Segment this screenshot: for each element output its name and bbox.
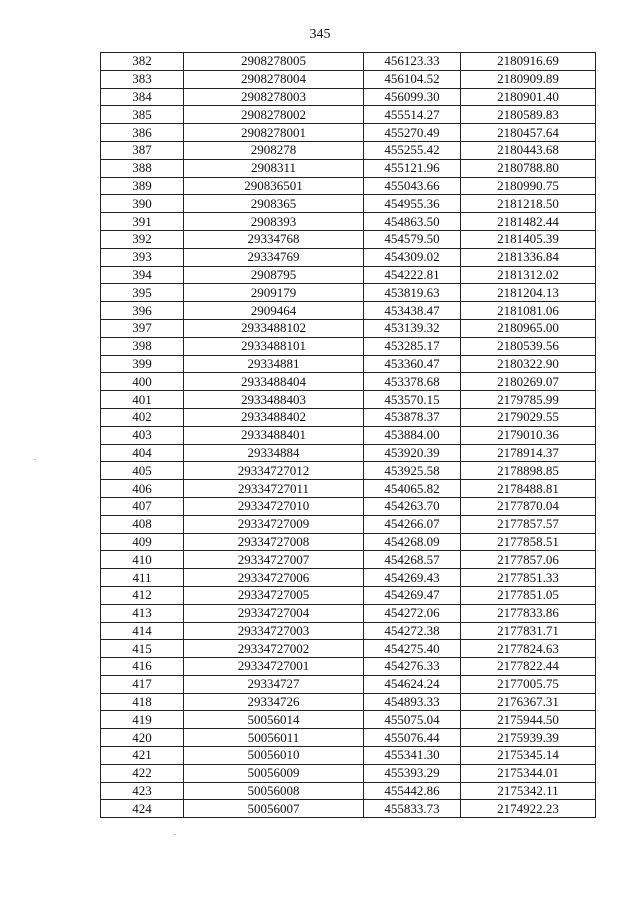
point-id-cell: 2908365 [184,195,364,213]
point-number-cell: 390 [101,195,184,213]
point-id-cell: 29334727002 [184,640,364,658]
table-row [101,159,596,177]
point-id-cell: 2933488403 [184,391,364,409]
point-number-cell: 413 [101,604,184,622]
point-number-cell: 424 [101,800,184,818]
y-coordinate-cell: 2180965.00 [461,319,596,337]
x-coordinate-cell: 453878.37 [364,408,461,426]
x-coordinate-cell: 454263.70 [364,497,461,515]
table-row [101,551,596,569]
table-row [101,337,596,355]
table-row [101,53,596,71]
table-row [101,533,596,551]
y-coordinate-cell: 2174922.23 [461,800,596,818]
table-row [101,319,596,337]
y-coordinate-cell: 2180443.68 [461,141,596,159]
point-id-cell: 2933488102 [184,319,364,337]
table-row [101,195,596,213]
point-id-cell: 2933488402 [184,408,364,426]
coordinates-table [100,52,596,818]
point-id-cell: 29334881 [184,355,364,373]
point-id-cell: 29334726 [184,693,364,711]
x-coordinate-cell: 454266.07 [364,515,461,533]
point-number-cell: 398 [101,337,184,355]
y-coordinate-cell: 2181312.02 [461,266,596,284]
x-coordinate-cell: 454579.50 [364,230,461,248]
point-number-cell: 407 [101,497,184,515]
table-row [101,604,596,622]
x-coordinate-cell: 454272.38 [364,622,461,640]
y-coordinate-cell: 2175944.50 [461,711,596,729]
y-coordinate-cell: 2177824.63 [461,640,596,658]
y-coordinate-cell: 2180901.40 [461,88,596,106]
point-number-cell: 393 [101,248,184,266]
y-coordinate-cell: 2180269.07 [461,373,596,391]
point-number-cell: 401 [101,391,184,409]
y-coordinate-cell: 2178898.85 [461,462,596,480]
point-id-cell: 29334727003 [184,622,364,640]
point-number-cell: 405 [101,462,184,480]
point-id-cell: 29334727001 [184,658,364,676]
point-id-cell: 2933488101 [184,337,364,355]
y-coordinate-cell: 2181336.84 [461,248,596,266]
point-number-cell: 386 [101,124,184,142]
point-number-cell: 404 [101,444,184,462]
y-coordinate-cell: 2178914.37 [461,444,596,462]
x-coordinate-cell: 453360.47 [364,355,461,373]
y-coordinate-cell: 2181218.50 [461,195,596,213]
point-id-cell: 2908278005 [184,53,364,71]
x-coordinate-cell: 453884.00 [364,426,461,444]
x-coordinate-cell: 453438.47 [364,302,461,320]
x-coordinate-cell: 453925.58 [364,462,461,480]
x-coordinate-cell: 453819.63 [364,284,461,302]
point-number-cell: 394 [101,266,184,284]
point-number-cell: 388 [101,159,184,177]
y-coordinate-cell: 2181405.39 [461,230,596,248]
y-coordinate-cell: 2175345.14 [461,747,596,765]
point-number-cell: 391 [101,213,184,231]
y-coordinate-cell: 2177857.57 [461,515,596,533]
y-coordinate-cell: 2180788.80 [461,159,596,177]
x-coordinate-cell: 454893.33 [364,693,461,711]
table-row [101,658,596,676]
x-coordinate-cell: 454272.06 [364,604,461,622]
point-number-cell: 397 [101,319,184,337]
point-id-cell: 29334727009 [184,515,364,533]
y-coordinate-cell: 2177851.05 [461,586,596,604]
point-id-cell: 29334727005 [184,586,364,604]
y-coordinate-cell: 2180589.83 [461,106,596,124]
table-row [101,266,596,284]
x-coordinate-cell: 453378.68 [364,373,461,391]
point-id-cell: 2908311 [184,159,364,177]
x-coordinate-cell: 454269.47 [364,586,461,604]
y-coordinate-cell: 2180990.75 [461,177,596,195]
point-number-cell: 406 [101,480,184,498]
point-id-cell: 2908278003 [184,88,364,106]
point-number-cell: 400 [101,373,184,391]
point-id-cell: 50056008 [184,782,364,800]
y-coordinate-cell: 2179029.55 [461,408,596,426]
point-number-cell: 423 [101,782,184,800]
x-coordinate-cell: 454275.40 [364,640,461,658]
point-number-cell: 408 [101,515,184,533]
y-coordinate-cell: 2177851.33 [461,569,596,587]
point-id-cell: 29334727006 [184,569,364,587]
table-row [101,88,596,106]
x-coordinate-cell: 453570.15 [364,391,461,409]
y-coordinate-cell: 2180539.56 [461,337,596,355]
point-number-cell: 385 [101,106,184,124]
point-id-cell: 290836501 [184,177,364,195]
y-coordinate-cell: 2177858.51 [461,533,596,551]
table-row [101,764,596,782]
table-row [101,711,596,729]
x-coordinate-cell: 455043.66 [364,177,461,195]
coordinates-table-body [101,53,596,818]
point-id-cell: 29334727010 [184,497,364,515]
point-id-cell: 2909179 [184,284,364,302]
y-coordinate-cell: 2177822.44 [461,658,596,676]
x-coordinate-cell: 454276.33 [364,658,461,676]
y-coordinate-cell: 2181204.13 [461,284,596,302]
point-id-cell: 2908278001 [184,124,364,142]
table-row [101,106,596,124]
table-row [101,408,596,426]
table-row [101,213,596,231]
point-number-cell: 403 [101,426,184,444]
x-coordinate-cell: 456104.52 [364,70,461,88]
point-number-cell: 387 [101,141,184,159]
point-number-cell: 419 [101,711,184,729]
point-id-cell: 50056007 [184,800,364,818]
x-coordinate-cell: 454269.43 [364,569,461,587]
y-coordinate-cell: 2181482.44 [461,213,596,231]
point-id-cell: 29334727008 [184,533,364,551]
x-coordinate-cell: 456099.30 [364,88,461,106]
table-row [101,177,596,195]
x-coordinate-cell: 455076.44 [364,729,461,747]
y-coordinate-cell: 2177831.71 [461,622,596,640]
point-number-cell: 416 [101,658,184,676]
point-id-cell: 2908795 [184,266,364,284]
y-coordinate-cell: 2180916.69 [461,53,596,71]
table-row [101,480,596,498]
point-number-cell: 412 [101,586,184,604]
table-row [101,586,596,604]
point-number-cell: 411 [101,569,184,587]
x-coordinate-cell: 455393.29 [364,764,461,782]
x-coordinate-cell: 455121.96 [364,159,461,177]
point-number-cell: 396 [101,302,184,320]
page-number: 345 [309,27,331,42]
point-id-cell: 50056011 [184,729,364,747]
point-id-cell: 29334727012 [184,462,364,480]
scan-speck [34,459,36,460]
x-coordinate-cell: 456123.33 [364,53,461,71]
x-coordinate-cell: 453285.17 [364,337,461,355]
x-coordinate-cell: 455255.42 [364,141,461,159]
point-number-cell: 415 [101,640,184,658]
point-id-cell: 2908278002 [184,106,364,124]
point-id-cell: 50056010 [184,747,364,765]
y-coordinate-cell: 2177857.06 [461,551,596,569]
point-id-cell: 29334727 [184,675,364,693]
table-row [101,124,596,142]
y-coordinate-cell: 2177005.75 [461,675,596,693]
x-coordinate-cell: 455341.30 [364,747,461,765]
point-id-cell: 2933488404 [184,373,364,391]
table-row [101,569,596,587]
point-number-cell: 383 [101,70,184,88]
x-coordinate-cell: 453139.32 [364,319,461,337]
point-number-cell: 392 [101,230,184,248]
x-coordinate-cell: 455514.27 [364,106,461,124]
table-row [101,800,596,818]
point-number-cell: 402 [101,408,184,426]
table-row [101,640,596,658]
table-row [101,515,596,533]
table-row [101,248,596,266]
point-id-cell: 29334884 [184,444,364,462]
y-coordinate-cell: 2175342.11 [461,782,596,800]
point-id-cell: 29334727007 [184,551,364,569]
table-row [101,747,596,765]
table-row [101,497,596,515]
x-coordinate-cell: 454268.09 [364,533,461,551]
table-row [101,675,596,693]
y-coordinate-cell: 2180909.89 [461,70,596,88]
table-row [101,391,596,409]
point-id-cell: 50056014 [184,711,364,729]
point-id-cell: 29334768 [184,230,364,248]
y-coordinate-cell: 2180322.90 [461,355,596,373]
point-number-cell: 395 [101,284,184,302]
point-number-cell: 417 [101,675,184,693]
x-coordinate-cell: 454222.81 [364,266,461,284]
table-row [101,426,596,444]
y-coordinate-cell: 2179010.36 [461,426,596,444]
point-id-cell: 2908278 [184,141,364,159]
y-coordinate-cell: 2175939.39 [461,729,596,747]
y-coordinate-cell: 2179785.99 [461,391,596,409]
table-row [101,70,596,88]
y-coordinate-cell: 2178488.81 [461,480,596,498]
table-row [101,693,596,711]
y-coordinate-cell: 2180457.64 [461,124,596,142]
table-row [101,373,596,391]
point-id-cell: 2908393 [184,213,364,231]
x-coordinate-cell: 454863.50 [364,213,461,231]
y-coordinate-cell: 2177833.86 [461,604,596,622]
table-row [101,284,596,302]
table-row [101,729,596,747]
table-row [101,462,596,480]
scan-speck [174,834,176,835]
x-coordinate-cell: 455833.73 [364,800,461,818]
point-number-cell: 410 [101,551,184,569]
table-row [101,230,596,248]
x-coordinate-cell: 455270.49 [364,124,461,142]
point-id-cell: 2908278004 [184,70,364,88]
point-id-cell: 29334727011 [184,480,364,498]
point-id-cell: 50056009 [184,764,364,782]
point-number-cell: 384 [101,88,184,106]
point-number-cell: 414 [101,622,184,640]
x-coordinate-cell: 454065.82 [364,480,461,498]
table-row [101,141,596,159]
point-number-cell: 421 [101,747,184,765]
x-coordinate-cell: 455075.04 [364,711,461,729]
table-row [101,355,596,373]
point-number-cell: 422 [101,764,184,782]
point-id-cell: 2909464 [184,302,364,320]
point-number-cell: 409 [101,533,184,551]
y-coordinate-cell: 2181081.06 [461,302,596,320]
x-coordinate-cell: 454309.02 [364,248,461,266]
point-id-cell: 29334727004 [184,604,364,622]
y-coordinate-cell: 2175344.01 [461,764,596,782]
point-id-cell: 29334769 [184,248,364,266]
table-row [101,782,596,800]
table-row [101,622,596,640]
point-number-cell: 389 [101,177,184,195]
x-coordinate-cell: 454624.24 [364,675,461,693]
table-row [101,302,596,320]
x-coordinate-cell: 454955.36 [364,195,461,213]
table-row [101,444,596,462]
x-coordinate-cell: 454268.57 [364,551,461,569]
y-coordinate-cell: 2177870.04 [461,497,596,515]
point-number-cell: 399 [101,355,184,373]
point-number-cell: 382 [101,53,184,71]
x-coordinate-cell: 455442.86 [364,782,461,800]
point-id-cell: 2933488401 [184,426,364,444]
y-coordinate-cell: 2176367.31 [461,693,596,711]
x-coordinate-cell: 453920.39 [364,444,461,462]
point-number-cell: 418 [101,693,184,711]
point-number-cell: 420 [101,729,184,747]
